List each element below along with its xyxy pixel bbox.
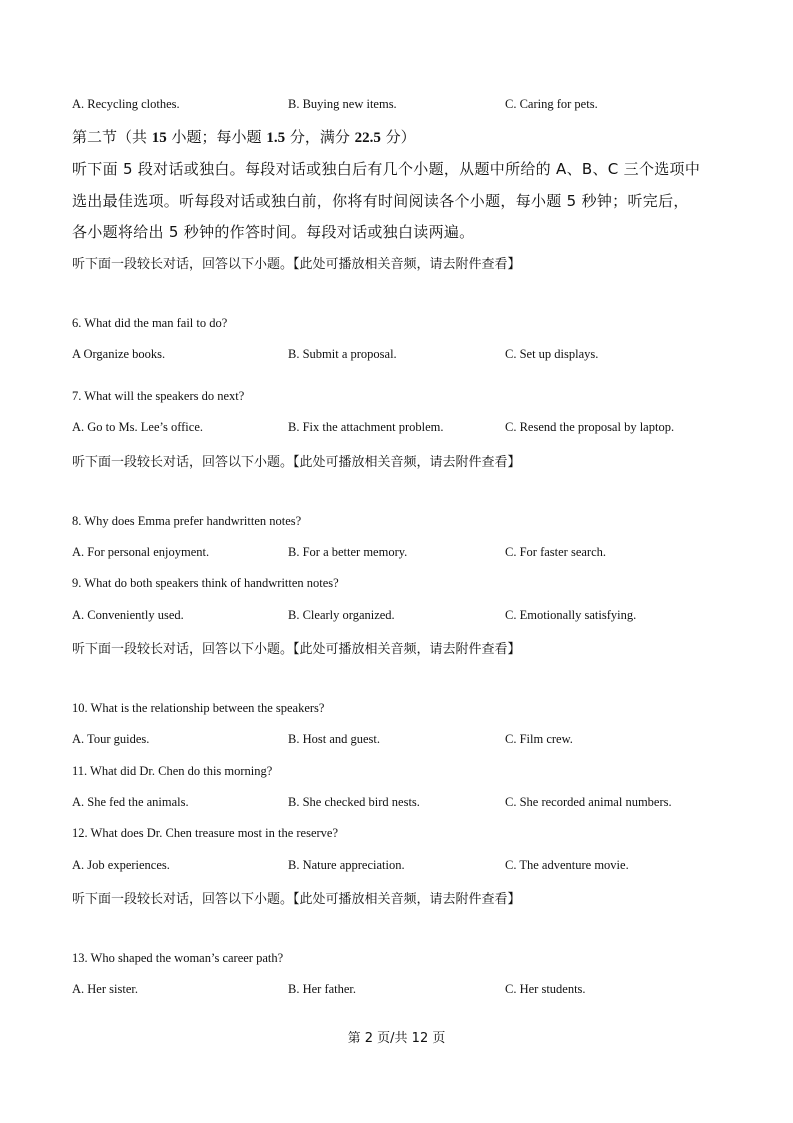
audio-hint: 听下面一段较长对话，回答以下小题。【此处可播放相关音频，请去附件查看】 [72,455,521,470]
option-c: C. Caring for pets. [505,97,598,111]
option-a: A. For personal enjoyment. [72,545,210,559]
section-header: 第二节（共 15 小题；每小题 1.5 分，满分 22.5 分） [72,128,416,146]
instruction-line-1: 听下面 5 段对话或独白。每段对话或独白后有几个小题，从题中所给的 A、B、C 三个选项中 [72,160,701,178]
question-7: 7. What will the speakers do next? [72,389,245,403]
option-a: A. Go to Ms. Lee’s office. [72,420,203,434]
option-a: A. Her sister. [72,982,138,996]
option-c: C. Set up displays. [505,347,599,361]
option-c: C. Resend the proposal by laptop. [505,420,675,434]
q5-options [72,97,732,115]
option-a: A. Conveniently used. [72,608,184,622]
question-6-options [72,347,732,365]
instruction-line-2: 选出最佳选项。听每段对话或独白前，你将有时间阅读各个小题，每小题 5 秒钟；听完后， [72,192,689,210]
option-c: C. She recorded animal numbers. [505,795,672,809]
instruction-line-3: 各小题将给出 5 秒钟的作答时间。每段对话或独白读两遍。 [72,223,475,241]
question-12: 12. What does Dr. Chen treasure most in the reserve? [72,826,339,840]
option-a: A. She fed the animals. [72,795,189,809]
question-9: 9. What do both speakers think of handwritten notes? [72,576,339,590]
audio-hint: 听下面一段较长对话，回答以下小题。【此处可播放相关音频，请去附件查看】 [72,642,521,657]
option-b: B. Nature appreciation. [288,858,405,872]
option-a: A. Job experiences. [72,858,170,872]
question-10: 10. What is the relationship between the speakers? [72,701,325,715]
page-footer: 第 2 页/共 12 页 [347,1031,446,1046]
option-a: A. Tour guides. [72,732,150,746]
question-8: 8. Why does Emma prefer handwritten notes? [72,514,302,528]
option-b: B. Fix the attachment problem. [288,420,444,434]
option-b: B. Her father. [288,982,357,996]
option-b: B. Submit a proposal. [288,347,397,361]
option-b: B. She checked bird nests. [288,795,420,809]
option-c: C. Emotionally satisfying. [505,608,637,622]
audio-hint: 听下面一段较长对话，回答以下小题。【此处可播放相关音频，请去附件查看】 [72,892,521,907]
question-13: 13. Who shaped the woman’s career path? [72,951,284,965]
option-a: A. Recycling clothes. [72,97,180,111]
option-c: C. For faster search. [505,545,607,559]
option-c: C. Film crew. [505,732,573,746]
question-12-options [72,858,732,876]
question-11: 11. What did Dr. Chen do this morning? [72,764,273,778]
question-7-options [72,420,732,438]
option-a: A Organize books. [72,347,166,361]
question-9-options [72,608,732,626]
question-10-options [72,732,732,750]
audio-hint: 听下面一段较长对话，回答以下小题。【此处可播放相关音频，请去附件查看】 [72,257,521,272]
option-b: B. Clearly organized. [288,608,395,622]
option-b: B. Buying new items. [288,97,397,111]
option-c: C. The adventure movie. [505,858,629,872]
option-b: B. Host and guest. [288,732,381,746]
option-b: B. For a better memory. [288,545,408,559]
question-8-options [72,545,732,563]
question-6: 6. What did the man fail to do? [72,316,228,330]
option-c: C. Her students. [505,982,586,996]
question-13-options [72,982,732,1000]
question-11-options [72,795,732,813]
